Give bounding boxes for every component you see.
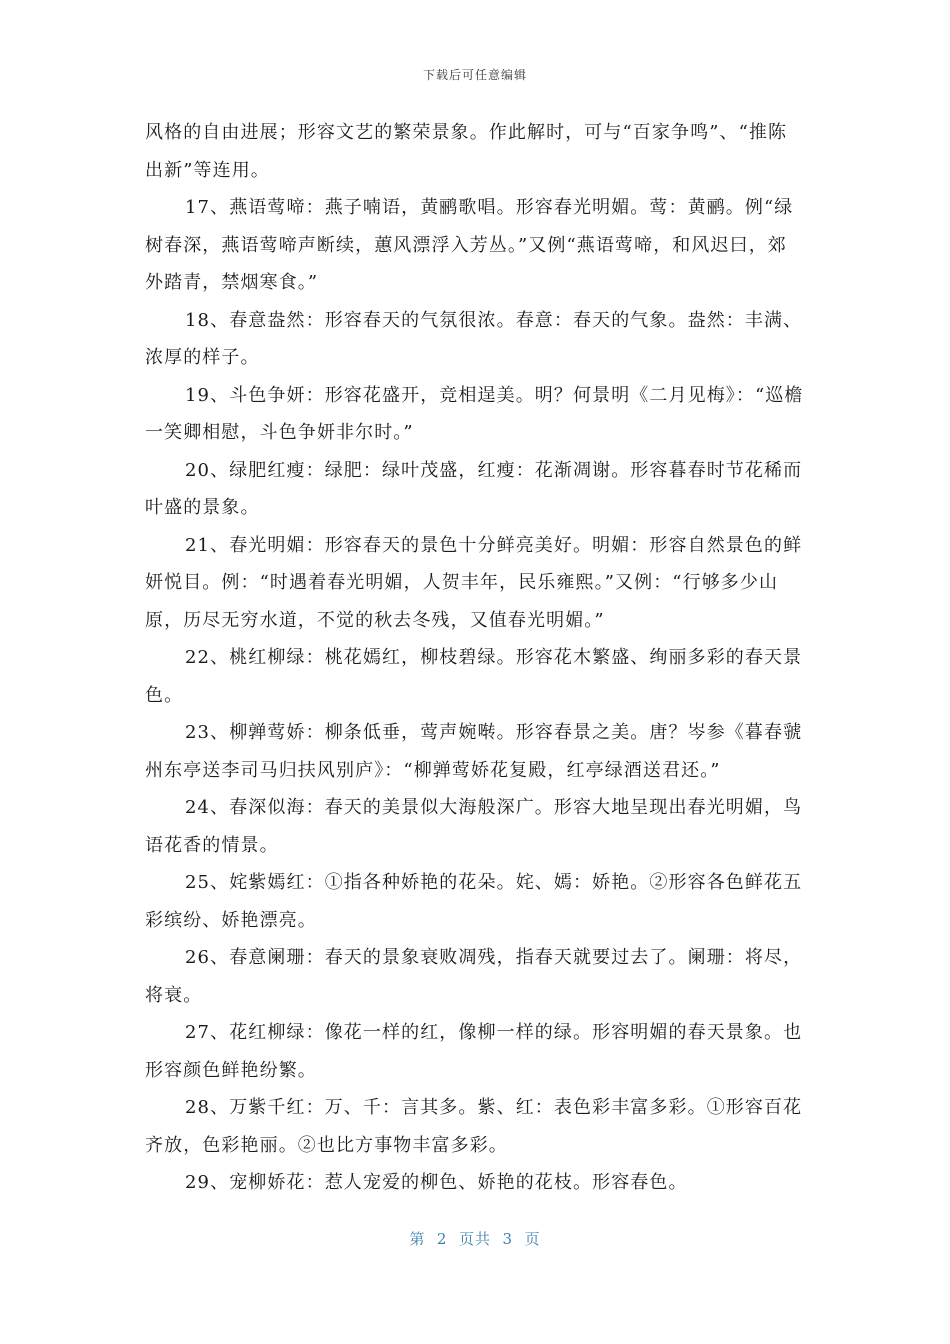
paragraph: 17、燕语莺啼：燕子喃语，黄鹂歌唱。形容春光明媚。莺：黄鹂。例“绿树春深，燕语莺啼声断续，蕙风漂浮入芳丛。”又例“燕语莺啼，和风迟曰，郊外踏青，禁烟寒食。” [145,197,794,293]
paragraph: 23、柳亸莺娇：柳条低垂，莺声婉啭。形容春景之美。唐？岑参《暮春虢州东亭送李司马归扶风别庐》：“柳亸莺娇花复殿，红亭绿酒送君还。” [145,722,803,781]
paragraph: 20、绿肥红瘦：绿肥：绿叶茂盛，红瘦：花渐凋谢。形容暮春时节花稀而叶盛的景象。 [145,459,803,518]
paragraph: 26、春意阑珊：春天的景象衰败凋残，指春天就要过去了。阑珊：将尽，将衰。 [145,947,803,1006]
paragraph: 风格的自由进展；形容文艺的繁荣景象。作此解时，可与“百家争鸣”、“推陈出新”等连用。 [145,122,788,181]
paragraph: 21、春光明媚：形容春天的景色十分鲜亮美好。明媚：形容自然景色的鲜妍悦目。例：“时遇着春光明媚，人贺丰年，民乐雍熙。”又例：“行够多少山原，历尽无穷水道，不觉的秋去冬残，又值春光明媚。” [145,534,803,631]
paragraph: 28、万紫千红：万、千：言其多。紫、红：表色彩丰富多彩。①形容百花齐放，色彩艳丽。②也比方事物丰富多彩。 [145,1097,803,1156]
document-body [145,114,805,1202]
paragraph: 25、姹紫嫣红：①指各种娇艳的花朵。姹、嫣：娇艳。②形容各色鲜花五彩缤纷、娇艳漂亮。 [145,872,803,931]
paragraph: 19、斗色争妍：形容花盛开，竞相逞美。明？何景明《二月见梅》：“巡檐一笑卿相慰，斗色争妍非尔时。” [145,384,804,443]
page-number-footer: 第 2 页共 3 页 [409,1230,541,1248]
page-header: 下载后可任意编辑 [422,68,527,82]
paragraph: 22、桃红柳绿：桃花嫣红，柳枝碧绿。形容花木繁盛、绚丽多彩的春天景色。 [145,647,803,706]
paragraph: 24、春深似海：春天的美景似大海般深广。形容大地呈现出春光明媚，鸟语花香的情景。 [145,797,803,856]
paragraph: 27、花红柳绿：像花一样的红，像柳一样的绿。形容明媚的春天景象。也形容颜色鲜艳纷繁。 [145,1022,803,1081]
paragraph: 18、春意盎然：形容春天的气氛很浓。春意：春天的气象。盎然：丰满、浓厚的样子。 [145,309,803,368]
paragraph: 29、宠柳娇花：惹人宠爱的柳色、娇艳的花枝。形容春色。 [185,1172,688,1193]
